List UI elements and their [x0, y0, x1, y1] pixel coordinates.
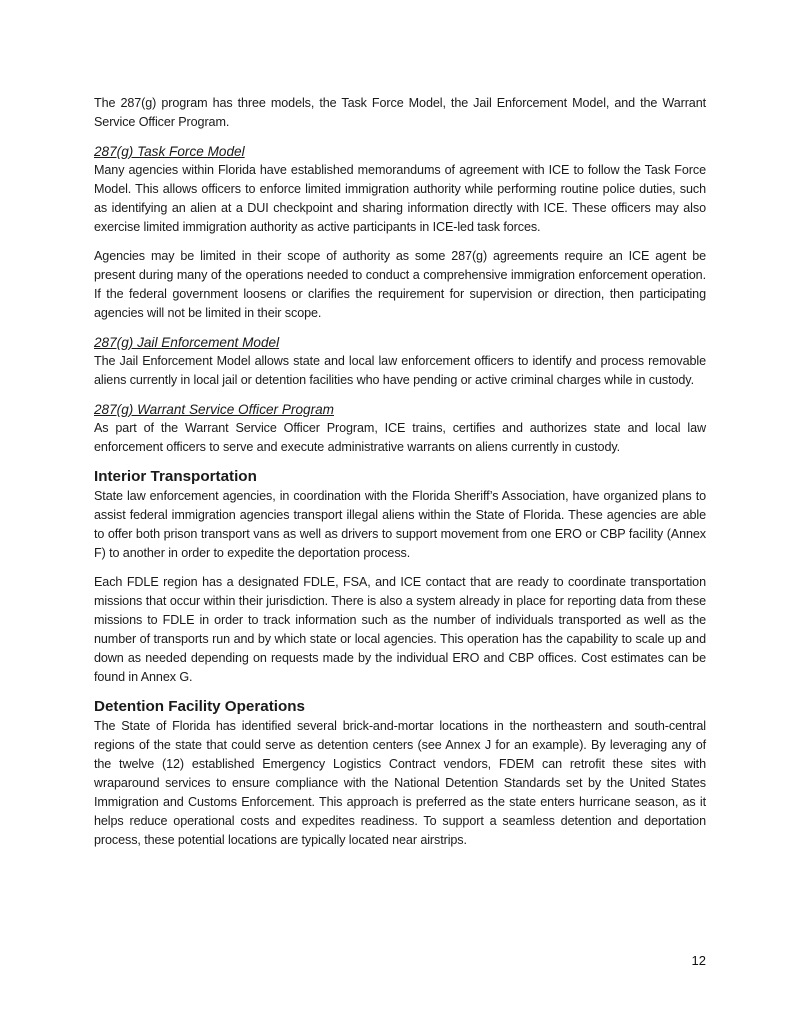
subheading-task-force-model: 287(g) Task Force Model — [94, 144, 245, 159]
section-detention-facility-operations — [94, 697, 706, 850]
paragraph: The State of Florida has identified several brick-and-mortar locations in the northeastern and south-central regions of the state that could serve as detention centers (see Annex J for an example). By leveraging any of the twelve (12) established Emergency Logistics Contract vendors, FDEM can retrofit these sites with wraparound services to ensure compliance with the National Detention Standards set by the United States Immigration and Customs Enforcement. This approach is preferred as the state enters hurricane season, as it helps reduce operational costs and expedites readiness. To support a seamless detention and deportation process, these potential locations are typically located near airstrips. — [94, 719, 706, 847]
section-task-force-model — [94, 142, 706, 323]
subheading-warrant-service-officer-program: 287(g) Warrant Service Officer Program — [94, 402, 334, 417]
document-page — [94, 94, 706, 850]
paragraph: The Jail Enforcement Model allows state and local law enforcement officers to identify and process removable aliens currently in local jail or detention facilities who have pending or active criminal charges while in custody. — [94, 354, 706, 387]
paragraph: As part of the Warrant Service Officer Program, ICE trains, certifies and authorizes state and local law enforcement officers to serve and execute administrative warrants on aliens currently in custody. — [94, 421, 706, 454]
heading-interior-transportation: Interior Transportation — [94, 468, 257, 485]
paragraph: Each FDLE region has a designated FDLE, FSA, and ICE contact that are ready to coordinate transportation missions that occur within their jurisdiction. There is also a system already in place for reporting data from these missions to FDLE in order to track information such as the number of individuals transported as well as the number of transports run and by which state or local agencies. This operation has the capability to scale up and down as needed depending on requests made by the individual ERO and CBP offices. Cost estimates can be found in Annex G. — [94, 575, 706, 684]
paragraph: State law enforcement agencies, in coordination with the Florida Sheriff’s Association, have organized plans to assist federal immigration agencies transport illegal aliens within the State of Florida. These agencies are able to offer both prison transport vans as well as drivers to support movement from one ERO or CBP facility (Annex F) to another in order to expedite the deportation process. — [94, 489, 706, 560]
section-interior-transportation — [94, 467, 706, 687]
section-warrant-service-officer-program — [94, 400, 706, 457]
paragraph: Many agencies within Florida have established memorandums of agreement with ICE to follow the Task Force Model. This allows officers to enforce limited immigration authority while performing routine police duties, such as identifying an alien at a DUI checkpoint and sharing information directly with ICE. These officers may also exercise limited immigration authority as active participants in ICE-led task forces. — [94, 163, 706, 234]
intro-paragraph: The 287(g) program has three models, the Task Force Model, the Jail Enforcement Model, and the Warrant Service Officer Program. — [94, 96, 706, 129]
heading-detention-facility-operations: Detention Facility Operations — [94, 698, 305, 715]
section-jail-enforcement-model — [94, 333, 706, 390]
subheading-jail-enforcement-model: 287(g) Jail Enforcement Model — [94, 335, 280, 350]
page-number: 12 — [691, 953, 706, 968]
paragraph: Agencies may be limited in their scope of authority as some 287(g) agreements require an ICE agent be present during many of the operations needed to conduct a comprehensive immigration enforcement operation. If the federal government loosens or clarifies the requirement for supervision or direction, then participating agencies will not be limited in their scope. — [94, 249, 706, 320]
